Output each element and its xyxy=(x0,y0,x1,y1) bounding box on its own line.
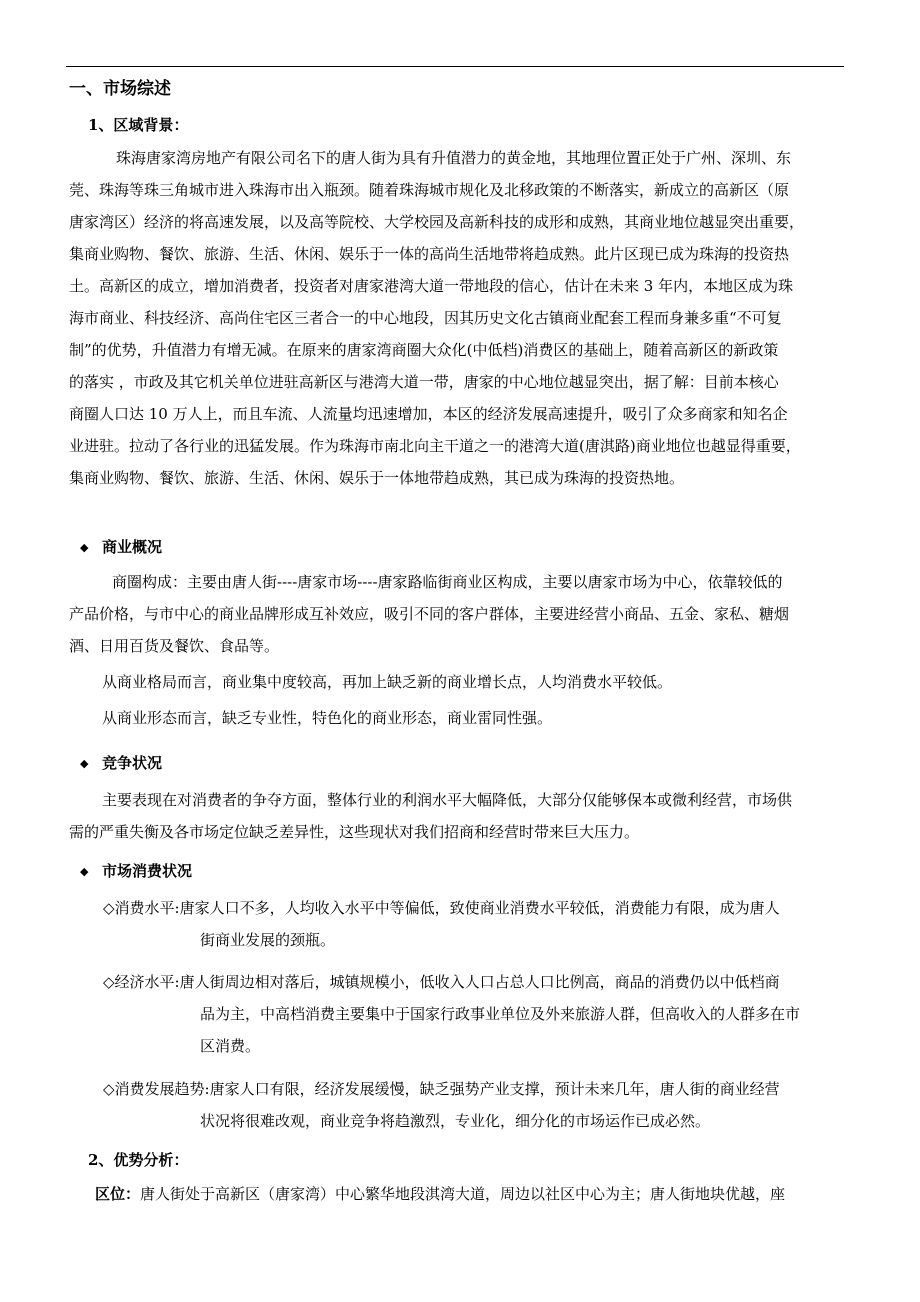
bullet-title: 竞争状况 xyxy=(102,754,163,772)
paragraph-line: 需的严重失衡及各市场定位缺乏差异性，这些现状对我们招商和经营时带来巨大压力。 xyxy=(69,823,640,841)
bullet-heading-commerce xyxy=(80,537,162,558)
background-paragraph xyxy=(69,142,804,494)
location-paragraph xyxy=(95,1178,785,1210)
paragraph-line: 土。高新区的成立，增加消费者，投资者对唐家港湾大道一带地段的信心，估计在未来 3 年内，本地区成为珠 xyxy=(69,277,794,295)
item-text: 唐家人口不多，人均收入水平中等偏低，致使商业消费水平较低，消费能力有限，成为唐人 xyxy=(179,899,780,917)
diamond-bullet-icon: ◆ xyxy=(80,757,89,770)
paragraph-line: 莞、珠海等珠三角城市进入珠海市出入瓶颈。随着珠海城市规化及北移政策的不断落实，新成立的高新区（原 xyxy=(69,181,790,199)
paragraph-line: 产品价格，与市中心的商业品牌形成互补效应，吸引不同的客户群体，主要进经营小商品、五金、家私、糖烟 xyxy=(69,605,790,623)
location-text: 唐人街处于高新区（唐家湾）中心繁华地段淇湾大道，周边以社区中心为主；唐人街地块优越，座 xyxy=(140,1185,786,1203)
commerce-paragraph xyxy=(69,566,789,734)
paragraph-line: 的落实 ，市政及其它机关单位进驻高新区与港湾大道一带，唐家的中心地位越显突出，据了解：目前本核心 xyxy=(69,373,779,391)
consumption-item-economy xyxy=(103,966,800,1062)
item-label: ◇消费水平: xyxy=(103,899,180,917)
paragraph-line: 从商业形态而言，缺乏专业性，特色化的商业形态，商业雷同性强。 xyxy=(102,709,553,727)
item-label: ◇经济水平: xyxy=(103,973,180,991)
bullet-heading-competition xyxy=(80,753,162,774)
item-text: 品为主，中高档消费主要集中于国家行政事业单位及外来旅游人群，但高收入的人群多在市 xyxy=(200,1005,801,1023)
item-text: 状况将很难改观，商业竞争将趋激烈，专业化，细分化的市场运作已成必然。 xyxy=(200,1112,711,1130)
bullet-title: 商业概况 xyxy=(102,538,163,556)
paragraph-line: 海市商业、科技经济、高尚住宅区三者合一的中心地段，因其历史文化古镇商业配套工程而身兼多重“不可复 xyxy=(69,309,782,327)
paragraph-line: 集商业购物、餐饮、旅游、生活、休闲、娱乐于一体的高尚生活地带将趋成熟。此片区现已成为珠海的投资热 xyxy=(69,245,790,263)
paragraph-line: 主要表现在对消费者的争夺方面，整体行业的利润水平大幅降低，大部分仅能够保本或微利经营，市场供 xyxy=(102,791,793,809)
diamond-bullet-icon: ◆ xyxy=(80,865,89,878)
paragraph-line: 商圈人口达 10 万人上，而且车流、人流量均迅速增加，本区的经济发展高速提升，吸引了众多商家和知名企 xyxy=(69,405,788,423)
paragraph-line: 制”的优势，升值潜力有增无减。在原来的唐家湾商圈大众化(中低档)消费区的基础上，随着高新区的新政策 xyxy=(69,341,779,359)
subsection-title-background: 1、区域背景： xyxy=(88,116,189,134)
bullet-title: 市场消费状况 xyxy=(102,862,193,880)
paragraph-line: 唐家湾区）经济的将高速发展，以及高等院校、大学校园及高新科技的成形和成熟，其商业地位越显突出重要， xyxy=(69,213,805,231)
item-label: ◇消费发展趋势: xyxy=(103,1080,210,1098)
subsection-title-advantages: 2、优势分析： xyxy=(88,1151,189,1169)
section-title: 一、市场综述 xyxy=(69,79,171,99)
diamond-bullet-icon: ◆ xyxy=(80,541,89,554)
bullet-heading-consumption xyxy=(80,861,192,882)
item-text: 区消费。 xyxy=(200,1037,261,1055)
paragraph-line: 集商业购物、餐饮、旅游、生活、休闲、娱乐于一体地带趋成熟，其已成为珠海的投资热地。 xyxy=(69,469,685,487)
item-text: 街商业发展的颈瓶。 xyxy=(200,931,336,949)
consumption-item-level xyxy=(103,892,780,956)
paragraph-line: 业进驻。拉动了各行业的迅猛发展。作为珠海市南北向主干道之一的港湾大道(唐淇路)商业地位也越显得重要， xyxy=(69,437,801,455)
competition-paragraph xyxy=(69,784,792,848)
consumption-item-trend xyxy=(103,1073,780,1137)
header-rule xyxy=(66,66,844,67)
paragraph-line: 酒、日用百货及餐饮、食品等。 xyxy=(69,637,280,655)
paragraph-line: 珠海唐家湾房地产有限公司名下的唐人街为具有升值潜力的黄金地，其地理位置正处于广州、深圳、东 xyxy=(116,149,792,167)
location-label: 区位： xyxy=(95,1185,141,1203)
paragraph-line: 商圈构成：主要由唐人街----唐家市场----唐家路临街商业区构成，主要以唐家市场为中心，依靠较低的 xyxy=(112,573,783,591)
item-text: 唐人街周边相对落后，城镇规模小，低收入人口占总人口比例高，商品的消费仍以中低档商 xyxy=(179,973,780,991)
paragraph-line: 从商业格局而言，商业集中度较高，再加上缺乏新的商业增长点，人均消费水平较低。 xyxy=(102,673,673,691)
item-text: 唐家人口有限，经济发展缓慢，缺乏强势产业支撑，预计未来几年，唐人街的商业经营 xyxy=(209,1080,780,1098)
